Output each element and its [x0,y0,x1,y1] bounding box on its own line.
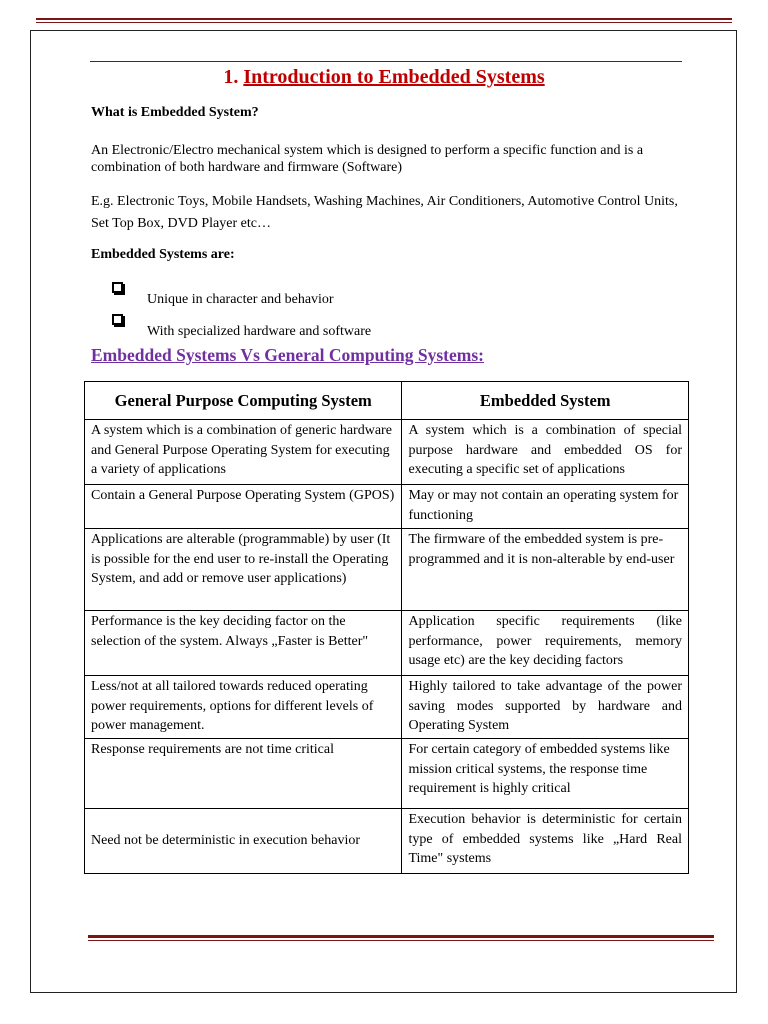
examples-text: E.g. Electronic Toys, Mobile Handsets, Washing Machines, Air Conditioners, Automotive Control Units, Set Top Box, DVD Player etc… [91,194,678,231]
table-cell: Need not be deterministic in execution behavior [85,809,402,874]
table-cell: Contain a General Purpose Operating System (GPOS) [85,485,402,529]
table-row [85,420,689,485]
table-row [85,676,689,739]
top-decorative-rule [36,18,732,24]
list-heading: Embedded Systems are: [91,247,235,262]
column-header: Embedded System [402,382,689,420]
table-cell: Application specific requirements (like performance, power requirements, memory usage etc) are the key deciding factors [402,611,689,676]
table-row [85,529,689,611]
table-cell: A system which is a combination of special purpose hardware and embedded OS for executing a specific set of applications [402,420,689,485]
comparison-table [84,381,689,874]
page-title [0,66,768,89]
comparison-heading: Embedded Systems Vs General Computing Systems: [91,345,484,365]
table-cell: May or may not contain an operating system for functioning [402,485,689,529]
definition-text: An Electronic/Electro mechanical system which is designed to perform a specific function and is a combination of both hardware and firmware (Software) [91,143,644,175]
table-cell: Execution behavior is deterministic for certain type of embedded systems like „Hard Real Time" systems [402,809,689,874]
table-row [85,739,689,809]
table-cell: Performance is the key deciding factor on the selection of the system. Always „Faster is Better" [85,611,402,676]
table-row [85,809,689,874]
table-row [85,611,689,676]
table-row [85,485,689,529]
table-cell: Highly tailored to take advantage of the power saving modes supported by hardware and Operating System [402,676,689,739]
question-heading: What is Embedded System? [91,105,259,120]
section-number: 1. [223,66,239,88]
table-header-row [85,382,689,420]
table-cell: Applications are alterable (programmable) by user (It is possible for the end user to re-install the Operating System, and add or remove user applications) [85,529,402,611]
checkbox-bullet-icon [112,282,123,293]
table-cell: The firmware of the embedded system is pre-programmed and it is non-alterable by end-user [402,529,689,611]
table-cell: Response requirements are not time critical [85,739,402,809]
checkbox-bullet-icon [112,314,123,325]
section-title: Introduction to Embedded Systems [243,66,545,88]
table-cell: A system which is a combination of generic hardware and General Purpose Operating System for executing a variety of applications [85,420,402,485]
table-cell: Less/not at all tailored towards reduced operating power requirements, options for different levels of power management. [85,676,402,739]
column-header: General Purpose Computing System [85,382,402,420]
header-rule [90,61,682,62]
table-cell: For certain category of embedded systems like mission critical systems, the response time requirement is highly critical [402,739,689,809]
footer-decorative-rule [88,935,714,943]
